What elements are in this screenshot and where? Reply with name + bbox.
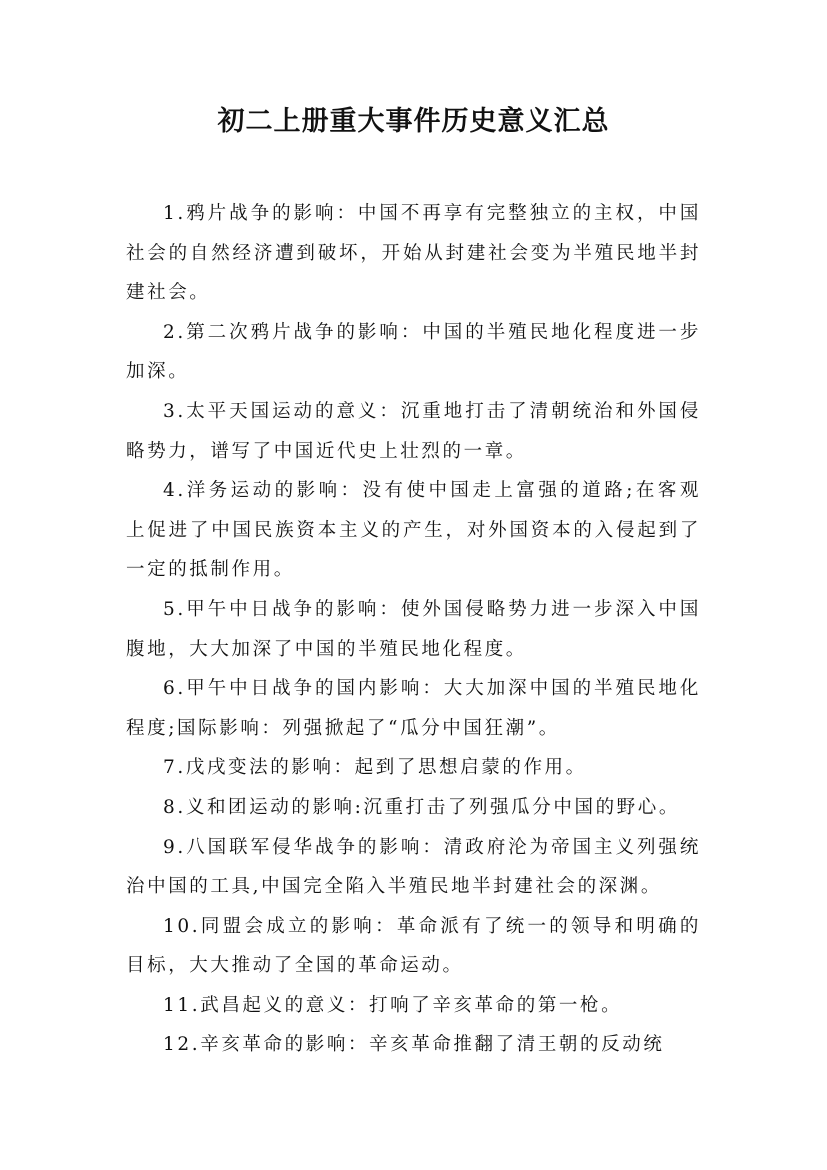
paragraph-2: 2.第二次鸦片战争的影响：中国的半殖民地化程度进一步加深。: [126, 321, 701, 383]
paragraph-9: 9.八国联军侵华战争的影响：清政府沦为帝国主义列强统治中国的工具,中国完全陷入半殖民地半封建社会的深渊。: [126, 836, 701, 898]
paragraph-11: 11.武昌起义的意义：打响了辛亥革命的第一枪。: [163, 994, 623, 1016]
paragraph-6: 6.甲午中日战争的国内影响：大大加深中国的半殖民地化程度;国际影响：列强掀起了“瓜分中国狂潮”。: [126, 678, 701, 739]
paragraph-1: 1.鸦片战争的影响：中国不再享有完整独立的主权，中国社会的自然经济遭到破坏，开始从封建社会变为半殖民地半封建社会。: [126, 203, 701, 304]
document-title: 初二上册重大事件历史意义汇总: [217, 106, 610, 137]
paragraph-7: 7.戊戌变法的影响：起到了思想启蒙的作用。: [163, 757, 587, 779]
paragraph-3: 3.太平天国运动的意义：沉重地打击了清朝统治和外国侵略势力，谱写了中国近代史上壮烈的一章。: [126, 400, 701, 462]
paragraph-5: 5.甲午中日战争的影响：使外国侵略势力进一步深入中国腹地，大大加深了中国的半殖民地化程度。: [126, 598, 701, 660]
paragraph-8: 8.义和团运动的影响:沉重打击了列强瓜分中国的野心。: [163, 796, 680, 818]
document-body: [126, 194, 701, 1065]
paragraph-10: 10.同盟会成立的影响：革命派有了统一的领导和明确的目标，大大推动了全国的革命运动。: [126, 915, 701, 977]
paragraph-4: 4.洋务运动的影响：没有使中国走上富强的道路;在客观上促进了中国民族资本主义的产生，对外国资本的入侵起到了一定的抵制作用。: [126, 480, 701, 581]
paragraph-12: 12.辛亥革命的影响：辛亥革命推翻了清王朝的反动统: [163, 1034, 665, 1056]
